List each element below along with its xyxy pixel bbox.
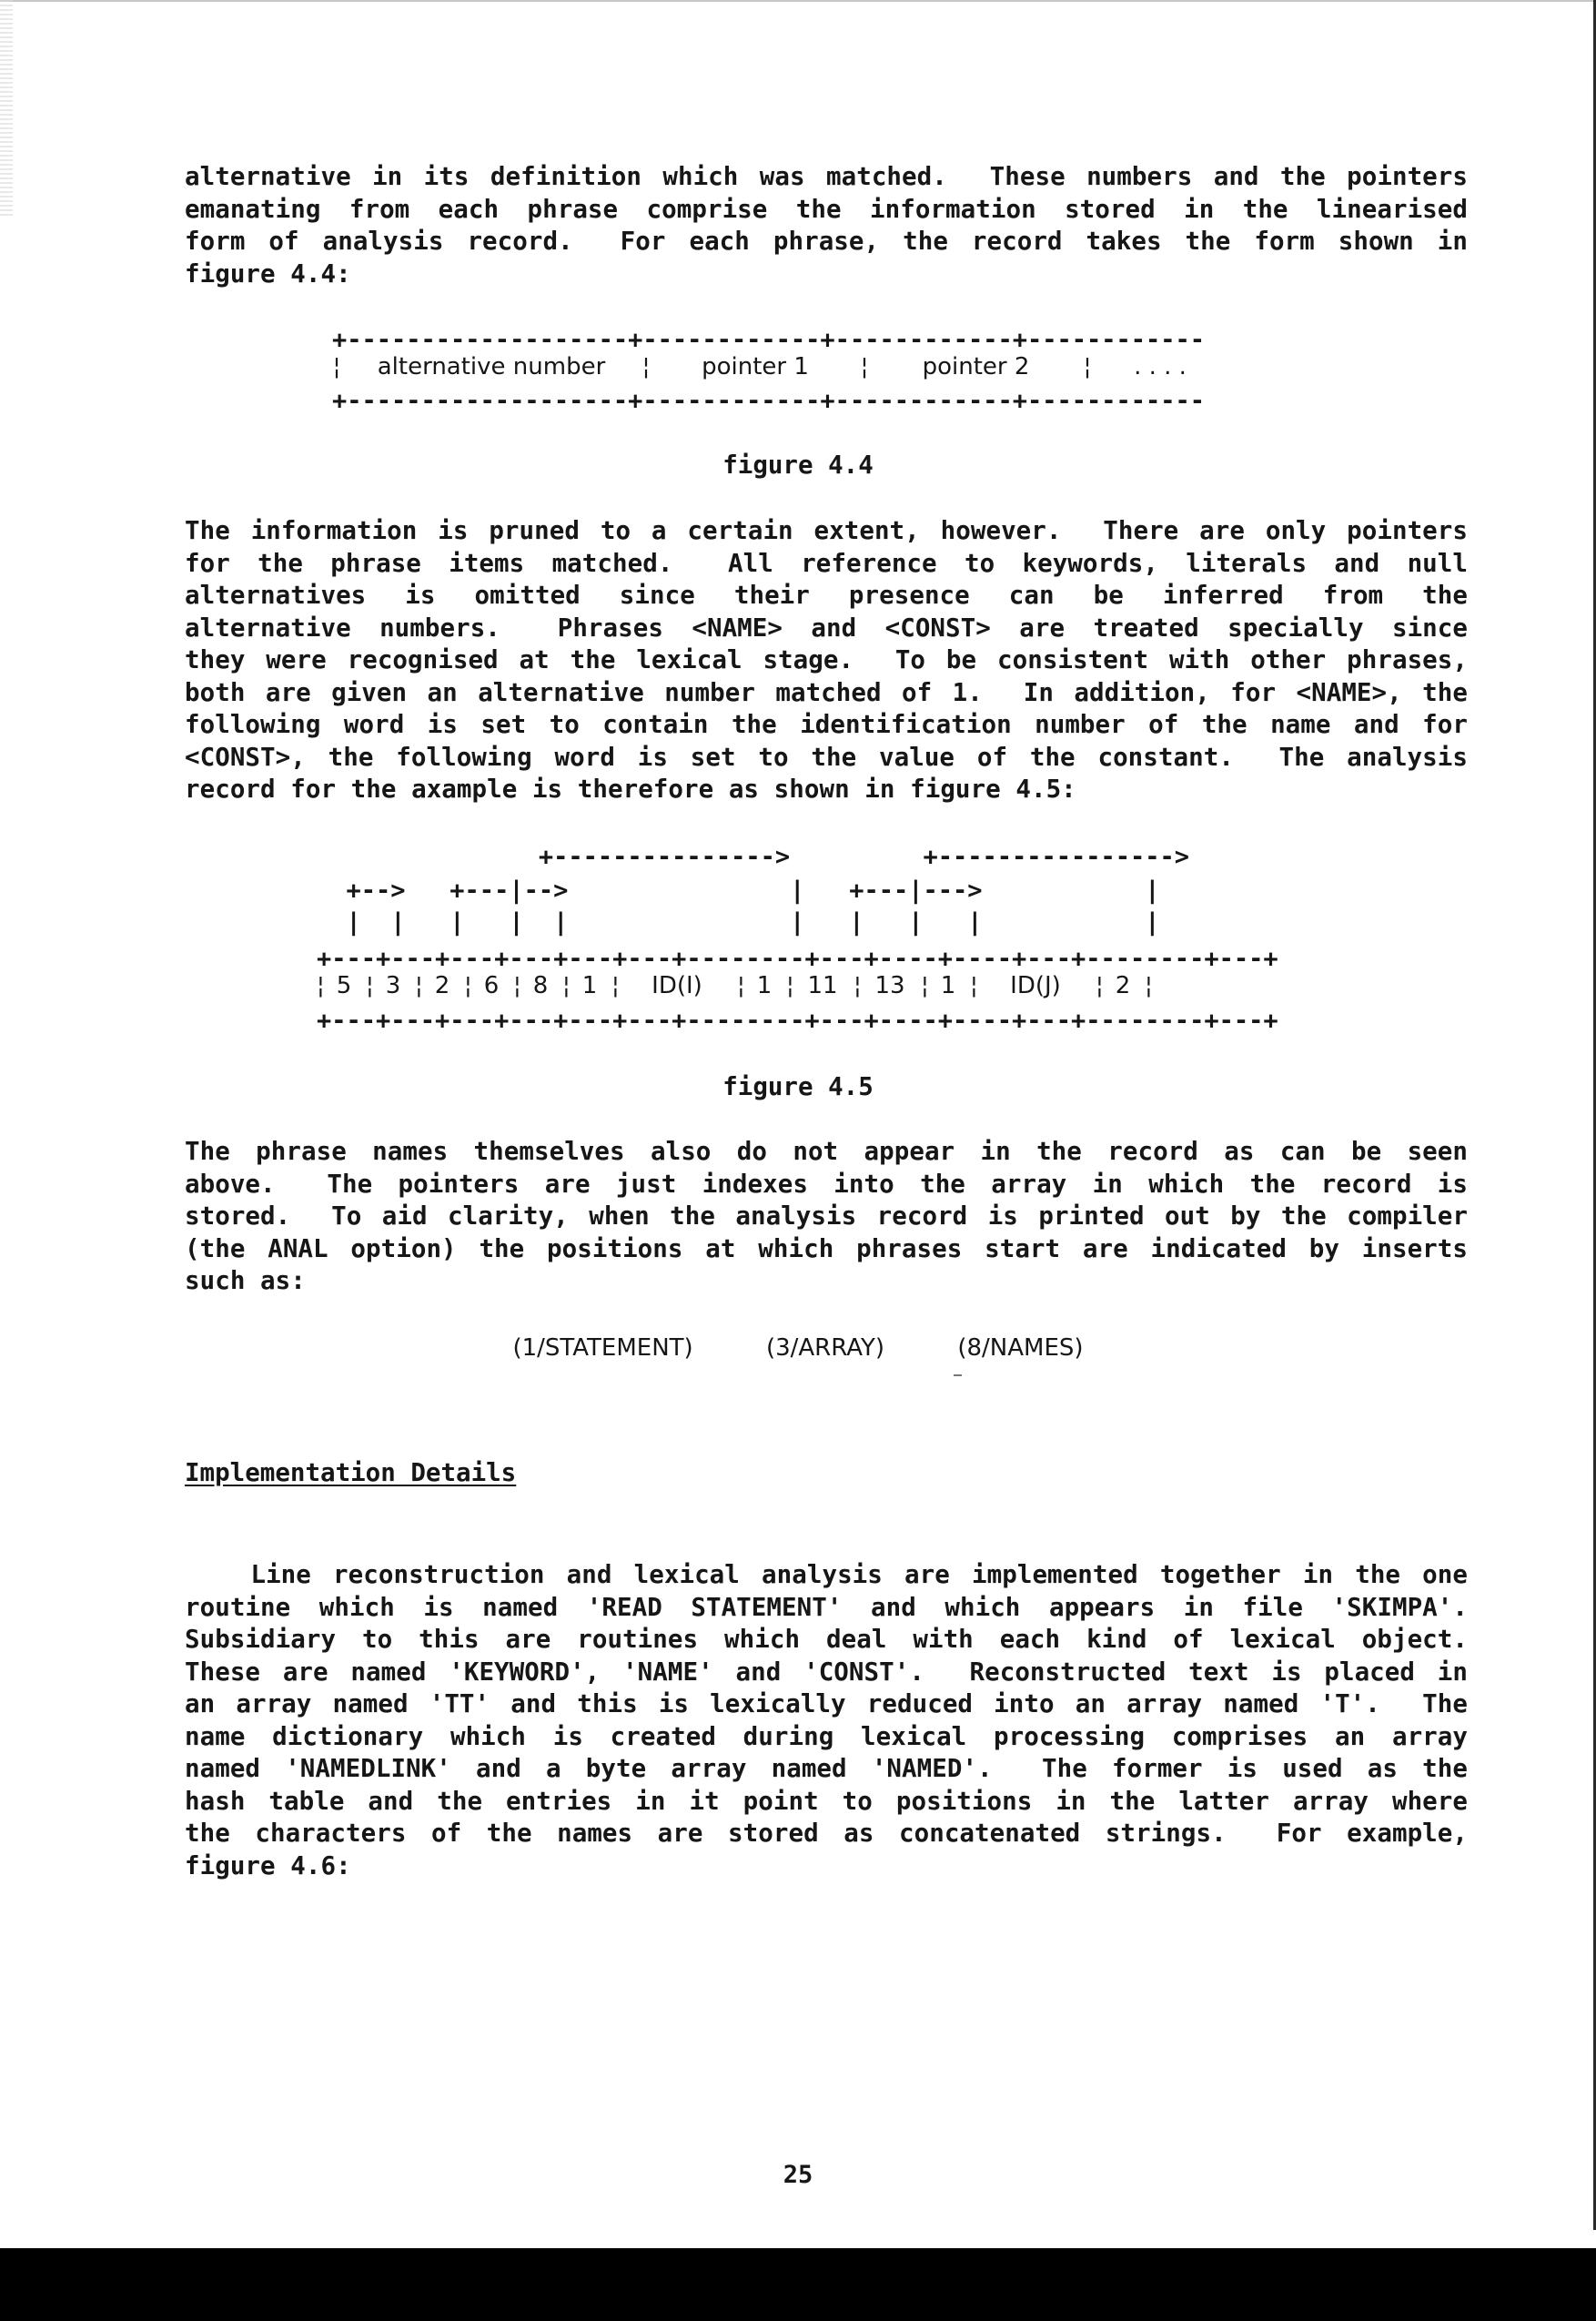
cell-value: 13 [874, 972, 905, 999]
inserts-example [0, 1334, 1596, 1362]
cell-ellipsis: . . . . [1134, 353, 1187, 380]
scan-edge-top [0, 0, 1596, 2]
figure-4-5-arrow-line-3: | | | | | | | | | | [317, 908, 1160, 937]
paragraph-phrase-names [185, 1136, 1468, 1298]
text-line: hash table and the entries in it point to positions in the latter array where [185, 1786, 1468, 1816]
cell-value: 5 [336, 972, 352, 999]
figure-4-4-bottom-border: +-------------------+------------+------------+------------ [332, 387, 1206, 415]
cell-pointer-1: pointer 1 [702, 353, 809, 380]
cell-value: 2 [1115, 972, 1131, 999]
cell-value: 11 [807, 972, 838, 999]
figure-4-5-caption: figure 4.5 [722, 1072, 874, 1101]
text-line: form of analysis record. For each phrase, the record takes the form shown in [185, 227, 1468, 256]
text-line: both are given an alternative number matched of 1. In addition, for <NAME>, the [185, 677, 1468, 707]
text-line: named 'NAMEDLINK' and a byte array named 'NAMED'. The former is used as the [185, 1754, 1468, 1783]
scan-edge-bottom [0, 2248, 1596, 2321]
figure-4-5-arrow-line-1: +---------------> +----------------> [317, 843, 1190, 871]
figure-4-5-row: ¦ 5 ¦ 3 ¦ 2 ¦ 6 ¦ 8 ¦ 1 ¦ ID(I) ¦ 1 ¦ 11 ¦ 13 ¦ 1 ¦ ID(J) ¦ 2 ¦ [317, 972, 1153, 999]
cell-value: 2 [434, 972, 450, 999]
paragraph-pruning [185, 515, 1468, 806]
text-line: the characters of the names are stored as concatenated strings. For example, [185, 1819, 1468, 1848]
cell-value: 1 [940, 972, 956, 999]
cell-pointer-2: pointer 2 [922, 353, 1030, 380]
text-line: routine which is named 'READ STATEMENT' and which appears in file 'SKIMPA'. [185, 1592, 1468, 1622]
text-line: record for the axample is therefore as shown in figure 4.5: [185, 775, 1076, 804]
text-line: emanating from each phrase comprise the information stored in the linearised [185, 194, 1468, 224]
cell-alternative-number: alternative number [377, 353, 606, 380]
figure-4-4-caption: figure 4.4 [722, 451, 874, 480]
cell-value: 3 [385, 972, 401, 999]
insert-names: (8/NAMES) [957, 1334, 1084, 1362]
paragraph-analysis-record-intro [185, 161, 1468, 290]
section-heading: Implementation Details [185, 1458, 517, 1487]
figure-4-5-bottom-border: +---+---+---+---+---+---+--------+---+----+----+---+--------+---+ [317, 1007, 1278, 1035]
text-line: These are named 'KEYWORD', 'NAME' and 'CONST'. Reconstructed text is placed in [185, 1657, 1468, 1687]
text-line: an array named 'TT' and this is lexically reduced into an array named 'T'. The [185, 1689, 1468, 1718]
insert-array: (3/ARRAY) [765, 1334, 885, 1362]
scan-edge-left [0, 0, 13, 218]
text-line: they were recognised at the lexical stage. To be consistent with other phrases, [185, 645, 1468, 674]
text-line: alternative in its definition which was matched. These numbers and the pointers [185, 162, 1468, 191]
figure-4-4-top-border: +-------------------+------------+------------+------------ [332, 326, 1206, 354]
cell-value: ID(I) [652, 972, 702, 999]
cell-value: 6 [483, 972, 500, 999]
figure-4-5-top-border: +---+---+---+---+---+---+--------+---+----+----+---+--------+---+ [317, 945, 1278, 973]
figure-4-4-row: ¦ alternative number ¦ pointer 1 ¦ pointer 2 ¦ . . . . [332, 349, 1228, 385]
insert-statement: (1/STATEMENT) [512, 1334, 693, 1362]
text-line: following word is set to contain the identification number of the name and for [185, 710, 1468, 739]
cell-value: 1 [756, 972, 773, 999]
text-line: figure 4.6: [185, 1850, 351, 1880]
text-line: figure 4.4: [185, 258, 351, 289]
text-line: <CONST>, the following word is set to the value of the constant. The analysis [185, 742, 1468, 772]
text-line: The phrase names themselves also do not appear in the record as can be seen [185, 1137, 1468, 1166]
text-line: (the ANAL option) the positions at which phrases start are indicated by inserts [185, 1233, 1468, 1263]
text-line: Subsidiary to this are routines which deal with each kind of lexical object. [185, 1625, 1468, 1654]
text-line: alternatives is omitted since their presence can be inferred from the [185, 581, 1468, 610]
page-number: 25 [783, 2161, 813, 2189]
figure-4-5-arrow-line-2: +--> +---|--> | +---|---> | [317, 877, 1160, 905]
text-line: for the phrase items matched. All reference to keywords, literals and null [185, 548, 1468, 578]
text-line: Line reconstruction and lexical analysis are implemented together in the one [185, 1560, 1468, 1589]
text-line: alternative numbers. Phrases <NAME> and <CONST> are treated specially since [185, 613, 1468, 643]
cell-value: 8 [532, 972, 549, 999]
cell-value: ID(J) [1010, 972, 1061, 999]
stray-mark [954, 1374, 962, 1376]
text-line: above. The pointers are just indexes into the array in which the record is [185, 1169, 1468, 1199]
text-line: name dictionary which is created during lexical processing comprises an array [185, 1721, 1468, 1751]
cell-value: 1 [581, 972, 598, 999]
text-line: such as: [185, 1266, 306, 1295]
text-line: stored. To aid clarity, when the analysis record is printed out by the compiler [185, 1201, 1468, 1231]
paragraph-implementation [185, 1559, 1468, 1882]
text-line: The information is pruned to a certain extent, however. There are only pointers [185, 516, 1468, 545]
